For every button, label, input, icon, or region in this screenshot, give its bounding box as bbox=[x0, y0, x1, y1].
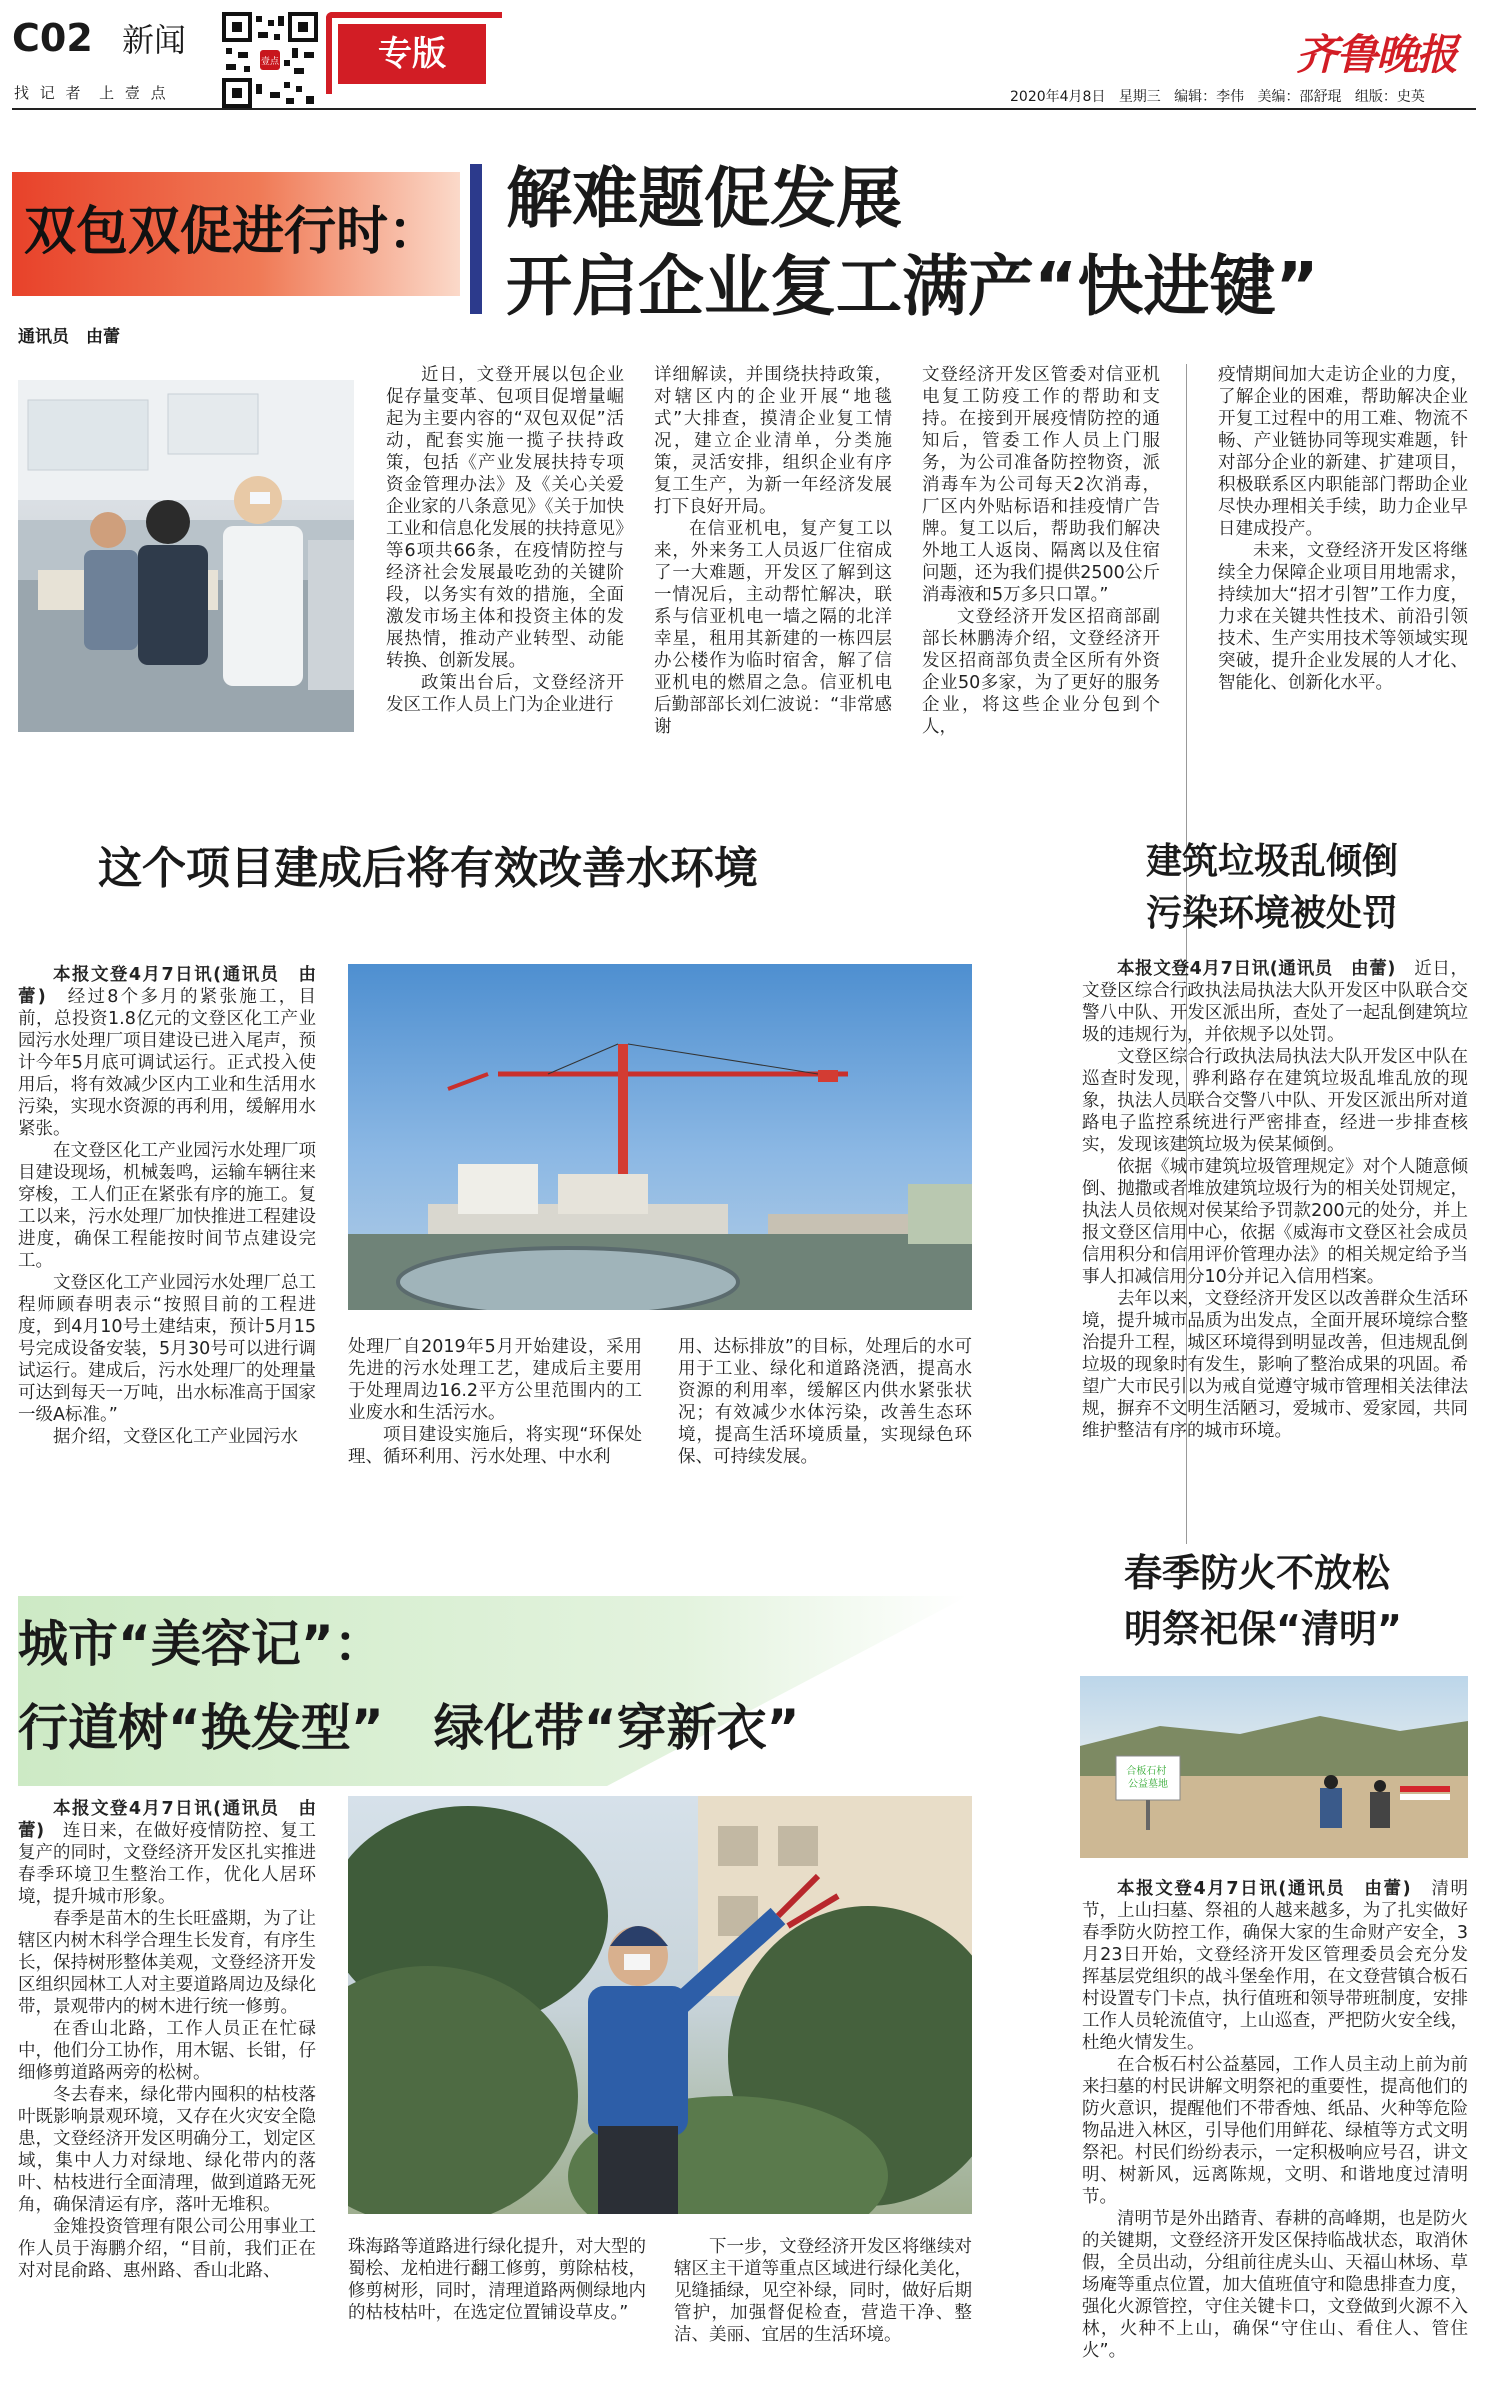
paragraph: 在文登区化工产业园污水处理厂项目建设现场，机械轰鸣，运输车辆往来穿梭，工人们正在紧张有序的施工。复工以来，污水处理厂加快推进工程建设进度，确保工程能按时间节点建设完工。 bbox=[18, 1141, 316, 1271]
paragraph: 项目建设实施后，将实现“环保处理、循环利用、污水处理、中水利 bbox=[348, 1425, 642, 1467]
paragraph: 文登区综合行政执法局执法大队开发区中队在巡查时发现，骅利路存在建筑垃圾乱堆乱放的现象，执法人员联合交警八中队、开发区派出所对道路电子监控系统进行严密排查，经进一步排查核实，发现该建筑垃圾为侯某倾倒。 bbox=[1082, 1047, 1468, 1155]
svg-text:壹点: 壹点 bbox=[260, 57, 280, 67]
article2-col2 bbox=[348, 1336, 642, 1468]
paragraph: 在合板石村公益墓园，工作人员主动上前为前来扫墓的村民讲解文明祭祀的重要性，提高他们的防火意识，提醒他们不带香烛、纸品、火种等危险物品进入林区，引导他们用鲜花、绿植等方式文明祭祀。村民们纷纷表示，一定积极响应号召，讲文明、树新风，远离陈规，文明、和谐地度过清明节。 bbox=[1082, 2055, 1468, 2207]
paragraph: 冬去春来，绿化带内囤积的枯枝落叶既影响景观环境，又存在火灾安全隐患，文登经济开发区明确分工，划定区域，集中人力对绿地、绿化带内的落叶、枯枝进行全面清理，做到道路无死角，确保清运有序，落叶无堆积。 bbox=[18, 2085, 316, 2215]
article5-body bbox=[1082, 1878, 1468, 2362]
dateline: 本报文登4月7日讯(通讯员 由蕾) bbox=[1117, 1879, 1411, 1899]
header-tagline: 找 记 者 上 壹 点 bbox=[14, 84, 169, 102]
article1-title-line2: 开启企业复工满产“快进键” bbox=[506, 248, 1319, 325]
header-meta bbox=[1010, 86, 1425, 106]
editor: 编辑：李伟 bbox=[1174, 89, 1245, 105]
sewage-plant-photo bbox=[348, 964, 972, 1310]
article1-kicker: 双包双促进行时： bbox=[24, 202, 441, 262]
paragraph-text: 清明节，上山扫墓、祭祖的人越来越多，为了扎实做好春季防火防控工作，确保大家的生命财产安全，3月23日开始，文登经济开发区管理委员会充分发挥基层党组织的战斗堡垒作用，在文登营镇合板石村设置专门卡点，执行值班和领导带班制度，安排工作人员轮流值守，上山巡查，严把防火安全线，杜绝火情发生。 bbox=[1082, 1879, 1469, 2053]
paragraph: 清明节是外出踏青、春耕的高峰期，也是防火的关键期，文登经济开发区保持临战状态，取消休假，全员出动，分组前往虎头山、天福山林场、草场庵等重点位置，加大值班值守和隐患排查力度，强化火源管控，守住关键卡口，文登做到火源不入林，火种不上山，确保“守住山、看住人、管住火”。 bbox=[1082, 2209, 1468, 2361]
issue-date: 2020年4月8日 bbox=[1010, 89, 1106, 105]
paragraph: 去年以来，文登经济开发区以改善群众生活环境，提升城市品质为出发点，全面开展环境综合整治提升工程，城区环境得到明显改善，但违规乱倒垃圾的现象时有发生，影响了整治成果的巩固。希望广大市民引以为戒自觉遵守城市管理相关法律法规，摒弃不文明生活陋习，爱城市、爱家园，共同维护整洁有序的城市环境。 bbox=[1082, 1289, 1468, 1441]
article1-title-line1: 解难题促发展 bbox=[506, 160, 902, 237]
article3-title-line2: 污染环境被处罚 bbox=[1146, 893, 1399, 934]
article2-title: 这个项目建成后将有效改善水环境 bbox=[98, 843, 758, 894]
article2-col3 bbox=[678, 1336, 972, 1468]
paragraph: 文登区化工产业园污水处理厂总工程师顾春明表示“按照目前的工程进度，到4月10号土建结束，预计5月15号完成设备安装，5月30号可以进行调试运行。建成后，污水处理厂的处理量可达到每天一万吨，出水标准高于国家一级A标准。” bbox=[18, 1273, 316, 1425]
article5-title-line1: 春季防火不放松 bbox=[1124, 1551, 1391, 1595]
paragraph: 政策出台后，文登经济开发区工作人员上门为企业进行 bbox=[386, 673, 624, 715]
layout-editor: 组版：史英 bbox=[1354, 89, 1425, 105]
paragraph: 未来，文登经济开发区将继续全力保障企业项目用地需求，持续加大“招才引智”工作力度，力求在关键共性技术、前沿引领技术、生产实用技术等领域实现突破，提升企业发展的人才化、智能化、创新化水平。 bbox=[1218, 541, 1468, 693]
tree-trimming-photo bbox=[348, 1796, 972, 2214]
masthead-logo: 齐鲁晚报 bbox=[1296, 30, 1457, 79]
paragraph: 处理厂自2019年5月开始建设，采用先进的污水处理工艺，建成后主要用于处理周边16.2平方公里范围内的工业废水和生活污水。 bbox=[348, 1337, 642, 1423]
paragraph-text: 近日，文登区综合行政执法局执法大队开发区中队联合交警八中队、开发区派出所，查处了一起乱倒建筑垃圾的违规行为，并依规予以处罚。 bbox=[1082, 959, 1469, 1045]
article3-title-line1: 建筑垃圾乱倾倒 bbox=[1146, 841, 1399, 882]
dateline: 本报文登4月7日讯(通讯员 由蕾) bbox=[18, 965, 316, 1007]
article4-title-line2: 行道树“换发型” 绿化带“穿新衣” bbox=[18, 1699, 800, 1757]
paragraph: 据介绍，文登区化工产业园污水 bbox=[53, 1427, 298, 1447]
paragraph-text: 连日来，在做好疫情防控、复工复产的同时，文登经济开发区扎实推进春季环境卫生整治工作，优化人居环境，提升城市形象。 bbox=[18, 1821, 316, 1907]
article1-col2 bbox=[654, 364, 892, 738]
paragraph: 在信亚机电，复产复工以来，外来务工人员返厂住宿成了一大难题，开发区了解到这一情况后，主动帮忙解决，联系与信亚机电一墙之隔的北洋幸星，租用其新建的一栋四层办公楼作为临时宿舍，解了信亚机电的燃眉之急。信亚机电后勤部部长刘仁波说：“非常感谢 bbox=[654, 519, 892, 737]
article1-col1 bbox=[386, 364, 624, 716]
paragraph: 春季是苗木的生长旺盛期，为了让辖区内树木科学合理生长发育，有序生长，保持树形整体美观，文登经济开发区组织园林工人对主要道路周边及绿化带，景观带内的树木进行统一修剪。 bbox=[18, 1909, 316, 2017]
paragraph: 详细解读，并围绕扶持政策，对辖区内的企业开展“地毯式”大排查，摸清企业复工情况，建立企业清单，分类施策，灵活安排，组织企业有序复工生产，为新一年经济发展打下良好开局。 bbox=[654, 365, 892, 517]
article4-col2 bbox=[348, 2236, 646, 2324]
article4-title-line1: 城市“美容记”： bbox=[18, 1615, 384, 1673]
factory-workers-photo bbox=[18, 380, 354, 732]
dateline: 本报文登4月7日讯(通讯员 由蕾) bbox=[18, 1799, 316, 1841]
article4-col3 bbox=[674, 2236, 972, 2346]
sign-text: 合板石村 公益墓地 bbox=[1126, 1766, 1168, 1790]
paragraph: 下一步，文登经济开发区将继续对辖区主干道等重点区域进行绿化美化，见缝插绿，见空补绿，同时，做好后期管护，加强督促检查，营造干净、整洁、美丽、宜居的生活环境。 bbox=[674, 2237, 972, 2345]
article4-col1 bbox=[18, 1798, 316, 2282]
paragraph: 文登经济开发区招商部副部长林鹏涛介绍，文登经济开发区招商部负责全区所有外资企业50多家，为了更好的服务企业，将这些企业分包到个人， bbox=[922, 607, 1160, 737]
qr-code bbox=[222, 12, 318, 108]
paragraph-text: 经过8个多月的紧张施工，目前，总投资1.8亿元的文登区化工产业园污水处理厂项目建设已进入尾声，预计今年5月底可调试运行。正式投入使用后，将有效减少区内工业和生活用水污染，实现水资源的再利用，缓解用水紧张。 bbox=[18, 987, 317, 1139]
paragraph: 金雉投资管理有限公司公用事业工作人员于海鹏介绍，“目前，我们正在对对昆俞路、惠州路、香山北路、 bbox=[18, 2217, 316, 2281]
article2-col1 bbox=[18, 964, 316, 1448]
page-number: C02 bbox=[12, 16, 93, 60]
dateline: 本报文登4月7日讯(通讯员 由蕾) bbox=[1117, 959, 1396, 979]
article1-byline: 通讯员 由蕾 bbox=[18, 327, 120, 347]
section-name: 新闻 bbox=[122, 21, 187, 59]
paragraph: 用、达标排放”的目标，处理后的水可用于工业、绿化和道路浇洒，提高水资源的利用率，缓解区内供水紧张状况；有效减少水体污染，改善生态环境，提高生活环境质量，实现绿色环保、可持续发展。 bbox=[678, 1337, 972, 1467]
paragraph: 文登经济开发区管委对信亚机电复工防疫工作的帮助和支持。在接到开展疫情防控的通知后，管委工作人员上门服务，为公司准备防控物资，派消毒车为公司每天2次消毒，厂区内外贴标语和挂疫情广告牌。复工以后，帮助我们解决外地工人返岗、隔离以及住宿问题，还为我们提供2500公斤消毒液和5万多只口罩。” bbox=[922, 365, 1160, 605]
article3-body bbox=[1082, 958, 1468, 1442]
title-divider bbox=[470, 164, 482, 314]
special-section-tab: 专版 bbox=[338, 24, 486, 84]
header-rule bbox=[12, 108, 1476, 110]
issue-weekday: 星期三 bbox=[1118, 89, 1161, 105]
paragraph: 珠海路等道路进行绿化提升，对大型的蜀桧、龙柏进行翻工修剪，剪除枯枝，修剪树形，同时，清理道路两侧绿地内的枯枝枯叶，在选定位置铺设草皮。” bbox=[348, 2237, 646, 2323]
paragraph: 依据《城市建筑垃圾管理规定》对个人随意倾倒、抛撒或者堆放建筑垃圾行为的相关处罚规定，执法人员依规对侯某给予罚款200元的处分，并上报文登区信用中心，依据《威海市文登区社会成员信用积分和信用评价管理办法》的相关规定给予当事人扣减信用分10分并记入信用档案。 bbox=[1082, 1157, 1468, 1287]
article1-col3 bbox=[922, 364, 1160, 738]
article5-title-line2: 明祭祀保“清明” bbox=[1124, 1607, 1402, 1651]
article1-col4 bbox=[1218, 364, 1468, 694]
paragraph: 在香山北路，工作人员正在忙碌中，他们分工协作，用木锯、长钳，仔细修剪道路两旁的松树。 bbox=[18, 2019, 316, 2083]
paragraph: 近日，文登开展以包企业促存量变革、包项目促增量崛起为主要内容的“双包双促”活动，配套实施一揽子扶持政策，包括《产业发展扶持专项资金管理办法》及《关心关爱企业家的八条意见》《关于加快工业和信息化发展的扶持意见》等6项共66条，在疫情防控与经济社会发展最吃劲的关键阶段，以务实有效的措施，全面激发市场主体和投资主体的发展热情，推动产业转型、动能转换、创新发展。 bbox=[386, 365, 624, 671]
cemetery-checkpoint-photo bbox=[1080, 1676, 1468, 1858]
paragraph: 疫情期间加大走访企业的力度，了解企业的困难，帮助解决企业开复工过程中的用工难、物流不畅、产业链协同等现实难题，针对部分企业的新建、扩建项目，积极联系区内职能部门帮助企业尽快办理相关手续，助力企业早日建成投产。 bbox=[1218, 365, 1468, 539]
art-editor: 美编：邵舒琨 bbox=[1257, 89, 1342, 105]
